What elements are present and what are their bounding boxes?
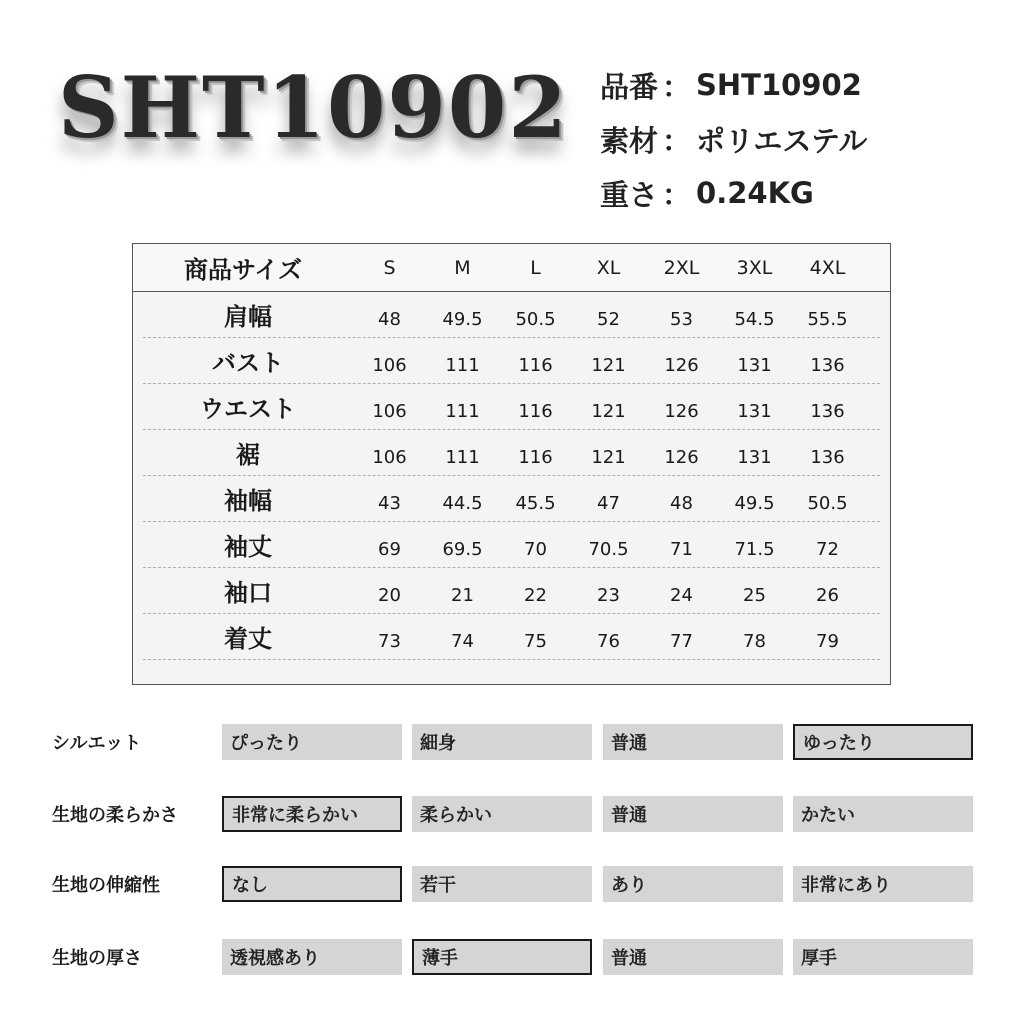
measurement-value: 71.5 bbox=[734, 539, 775, 560]
spec-value: ポリエステル bbox=[696, 123, 868, 158]
measurement-value: 116 bbox=[518, 355, 553, 376]
attribute-label: 生地の厚さ bbox=[52, 948, 142, 969]
measurement-value: 136 bbox=[810, 447, 845, 468]
attribute-option: 普通 bbox=[603, 796, 783, 832]
attribute-option: かたい bbox=[793, 796, 973, 832]
measurement-value: 23 bbox=[597, 585, 620, 606]
measurement-value: 69.5 bbox=[442, 539, 483, 560]
measurement-value: 111 bbox=[445, 447, 480, 468]
measurement-value: 77 bbox=[670, 631, 693, 652]
measurement-value: 49.5 bbox=[734, 493, 775, 514]
spec-row-material bbox=[600, 112, 867, 166]
measurement-value: 116 bbox=[518, 401, 553, 422]
measurement-value: 21 bbox=[451, 585, 474, 606]
size-header: L bbox=[530, 256, 541, 279]
size-header: M bbox=[454, 256, 471, 279]
measurement-value: 26 bbox=[816, 585, 839, 606]
attribute-option: 厚手 bbox=[793, 939, 973, 975]
size-chart-table bbox=[132, 243, 891, 685]
spec-label: 品番 bbox=[600, 69, 659, 104]
measurement-value: 53 bbox=[670, 309, 693, 330]
table-row bbox=[143, 292, 880, 338]
attribute-option: 透視感あり bbox=[222, 939, 402, 975]
measurement-value: 48 bbox=[670, 493, 693, 514]
measurement-value: 79 bbox=[816, 631, 839, 652]
header-label: 商品サイズ bbox=[183, 256, 303, 284]
attribute-option-selected: なし bbox=[222, 866, 402, 902]
measurement-value: 111 bbox=[445, 355, 480, 376]
measurement-label: 袖幅 bbox=[224, 487, 272, 515]
attribute-label: 生地の伸縮性 bbox=[52, 875, 160, 896]
measurement-value: 72 bbox=[816, 539, 839, 560]
measurement-value: 54.5 bbox=[734, 309, 775, 330]
attribute-row bbox=[52, 794, 982, 834]
measurement-value: 70.5 bbox=[588, 539, 629, 560]
measurement-value: 69 bbox=[378, 539, 401, 560]
attribute-option-selected: 非常に柔らかい bbox=[222, 796, 402, 832]
table-row bbox=[143, 476, 880, 522]
measurement-value: 126 bbox=[664, 355, 699, 376]
measurement-value: 55.5 bbox=[807, 309, 848, 330]
spec-separator: ： bbox=[662, 177, 692, 212]
table-row bbox=[143, 522, 880, 568]
spec-separator: ： bbox=[662, 69, 692, 104]
spec-separator: ： bbox=[662, 123, 692, 158]
size-header: 4XL bbox=[809, 256, 846, 279]
measurement-value: 44.5 bbox=[442, 493, 483, 514]
measurement-label: 着丈 bbox=[224, 625, 272, 653]
spec-value: 0.24KG bbox=[696, 176, 814, 210]
size-chart-header bbox=[133, 244, 890, 292]
measurement-value: 121 bbox=[591, 355, 626, 376]
measurement-value: 75 bbox=[524, 631, 547, 652]
measurement-value: 121 bbox=[591, 401, 626, 422]
measurement-value: 126 bbox=[664, 447, 699, 468]
measurement-label: バスト bbox=[212, 349, 284, 377]
attribute-option: 柔らかい bbox=[412, 796, 592, 832]
attribute-row bbox=[52, 864, 982, 904]
measurement-value: 74 bbox=[451, 631, 474, 652]
attribute-row bbox=[52, 937, 982, 977]
measurement-label: 肩幅 bbox=[224, 303, 272, 331]
attribute-option-selected: ゆったり bbox=[793, 724, 973, 760]
attribute-label: 生地の柔らかさ bbox=[52, 805, 178, 826]
attribute-option: 普通 bbox=[603, 939, 783, 975]
size-header: 3XL bbox=[736, 256, 773, 279]
measurement-label: 裾 bbox=[236, 441, 260, 469]
measurement-value: 131 bbox=[737, 355, 772, 376]
measurement-label: ウエスト bbox=[200, 395, 296, 423]
measurement-value: 76 bbox=[597, 631, 620, 652]
measurement-value: 106 bbox=[372, 447, 407, 468]
measurement-value: 49.5 bbox=[442, 309, 483, 330]
table-row bbox=[143, 338, 880, 384]
product-code-logo: SHT10902 bbox=[58, 58, 569, 157]
size-header: 2XL bbox=[663, 256, 700, 279]
attribute-label: シルエット bbox=[52, 733, 142, 754]
measurement-value: 121 bbox=[591, 447, 626, 468]
spec-label: 重さ bbox=[600, 177, 659, 212]
measurement-label: 袖口 bbox=[224, 579, 272, 607]
measurement-value: 71 bbox=[670, 539, 693, 560]
attribute-option: 若干 bbox=[412, 866, 592, 902]
attribute-option: 細身 bbox=[412, 724, 592, 760]
size-chart-body bbox=[133, 292, 890, 660]
measurement-value: 52 bbox=[597, 309, 620, 330]
measurement-value: 131 bbox=[737, 401, 772, 422]
measurement-value: 24 bbox=[670, 585, 693, 606]
attribute-option-selected: 薄手 bbox=[412, 939, 592, 975]
measurement-value: 22 bbox=[524, 585, 547, 606]
spec-label: 素材 bbox=[600, 123, 659, 158]
spec-list bbox=[600, 58, 867, 220]
measurement-value: 70 bbox=[524, 539, 547, 560]
size-header: S bbox=[383, 256, 396, 279]
table-row bbox=[143, 614, 880, 660]
attribute-option: 非常にあり bbox=[793, 866, 973, 902]
attribute-option: ぴったり bbox=[222, 724, 402, 760]
measurement-value: 20 bbox=[378, 585, 401, 606]
measurement-value: 136 bbox=[810, 355, 845, 376]
measurement-value: 106 bbox=[372, 355, 407, 376]
spec-row-item-number bbox=[600, 58, 867, 112]
spec-value: SHT10902 bbox=[696, 68, 862, 102]
measurement-value: 48 bbox=[378, 309, 401, 330]
measurement-value: 126 bbox=[664, 401, 699, 422]
size-header: XL bbox=[596, 256, 621, 279]
measurement-value: 78 bbox=[743, 631, 766, 652]
measurement-value: 50.5 bbox=[807, 493, 848, 514]
measurement-value: 111 bbox=[445, 401, 480, 422]
measurement-value: 50.5 bbox=[515, 309, 556, 330]
measurement-value: 116 bbox=[518, 447, 553, 468]
measurement-value: 25 bbox=[743, 585, 766, 606]
measurement-value: 47 bbox=[597, 493, 620, 514]
attribute-option: 普通 bbox=[603, 724, 783, 760]
table-row bbox=[143, 384, 880, 430]
spec-row-weight bbox=[600, 166, 867, 220]
table-row bbox=[143, 568, 880, 614]
measurement-label: 袖丈 bbox=[224, 533, 272, 561]
attribute-row bbox=[52, 722, 982, 762]
attribute-option: あり bbox=[603, 866, 783, 902]
measurement-value: 43 bbox=[378, 493, 401, 514]
measurement-value: 131 bbox=[737, 447, 772, 468]
table-row bbox=[143, 430, 880, 476]
measurement-value: 73 bbox=[378, 631, 401, 652]
measurement-value: 106 bbox=[372, 401, 407, 422]
measurement-value: 136 bbox=[810, 401, 845, 422]
measurement-value: 45.5 bbox=[515, 493, 556, 514]
